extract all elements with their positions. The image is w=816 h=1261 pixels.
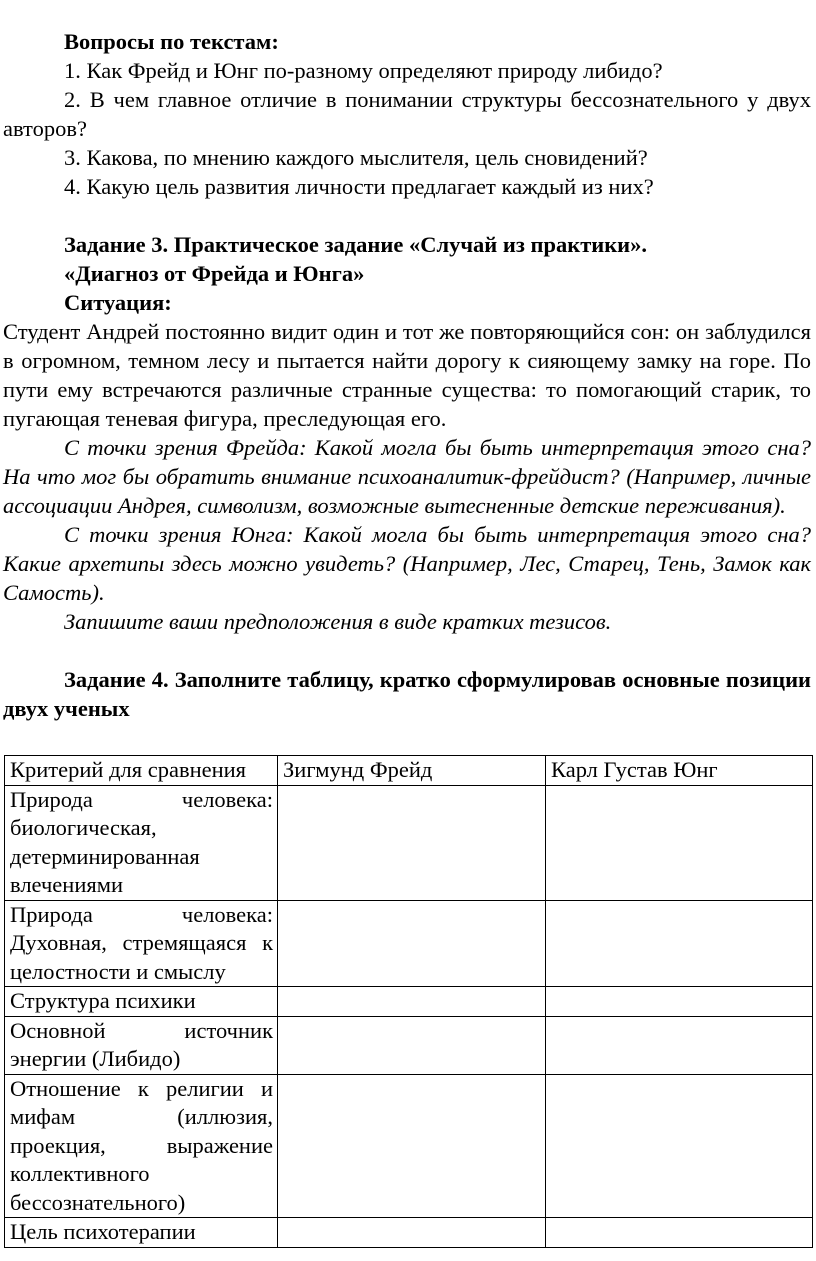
questions-heading: Вопросы по текстам: (64, 29, 279, 54)
jung-view: С точки зрения Юнга: Какой могла бы быть интерпретация этого сна? Какие архетипы здесь можно увидеть? (Например, Лес, Старец, Тень, Замок как Самость). (3, 522, 811, 605)
question-2: 2. В чем главное отличие в понимании структуры бессознательного у двух авторов? (3, 87, 811, 141)
table-row (5, 1218, 813, 1248)
header-criterion: Критерий для сравнения (5, 756, 278, 786)
criterion-cell: Основной источник энергии (Либидо) (5, 1016, 278, 1074)
freud-cell[interactable] (278, 900, 546, 987)
criterion-cell: Структура психики (5, 987, 278, 1017)
table-row (5, 1016, 813, 1074)
comparison-table (4, 755, 813, 1248)
document-page (3, 27, 811, 723)
question-4: 4. Какую цель развития личности предлагает каждый из них? (64, 174, 654, 199)
task3-title-line2: «Диагноз от Фрейда и Юнга» (64, 261, 365, 286)
spacer (3, 636, 811, 665)
freud-cell[interactable] (278, 1218, 546, 1248)
header-freud: Зигмунд Фрейд (278, 756, 546, 786)
table-row (5, 1074, 813, 1218)
jung-cell[interactable] (546, 1016, 813, 1074)
jung-cell[interactable] (546, 1218, 813, 1248)
table-row (5, 987, 813, 1017)
freud-view: С точки зрения Фрейда: Какой могла бы быть интерпретация этого сна? На что мог бы обратить внимание психоаналитик-фрейдист? (Например, личные ассоциации Андрея, символизм, возможные вытесненные детские переживания). (3, 435, 811, 518)
table-row (5, 900, 813, 987)
question-3: 3. Какова, по мнению каждого мыслителя, цель сновидений? (64, 145, 648, 170)
jung-cell[interactable] (546, 900, 813, 987)
jung-cell[interactable] (546, 987, 813, 1017)
freud-cell[interactable] (278, 987, 546, 1017)
question-1: 1. Как Фрейд и Юнг по-разному определяют природу либидо? (64, 58, 663, 83)
situation-label: Ситуация: (64, 290, 172, 315)
criterion-cell: Природа человека: Духовная, стремящаяся к целостности и смыслу (5, 900, 278, 987)
freud-cell[interactable] (278, 1074, 546, 1218)
freud-cell[interactable] (278, 1016, 546, 1074)
situation-text: Студент Андрей постоянно видит один и тот же повторяющийся сон: он заблудился в огромном, темном лесу и пытается найти дорогу к сияющему замку на горе. По пути ему встречаются различные странные существа: то помогающий старик, то пугающая теневая фигура, преследующая его. (3, 319, 811, 431)
header-jung: Карл Густав Юнг (546, 756, 813, 786)
table-row (5, 785, 813, 900)
jung-cell[interactable] (546, 1074, 813, 1218)
criterion-cell: Отношение к религии и мифам (иллюзия, проекция, выражение коллективного бессознательного) (5, 1074, 278, 1218)
table-header-row (5, 756, 813, 786)
criterion-cell: Цель психотерапии (5, 1218, 278, 1248)
spacer (3, 201, 811, 230)
jung-cell[interactable] (546, 785, 813, 900)
criterion-cell: Природа человека: биологическая, детерминированная влечениями (5, 785, 278, 900)
task3-instruction: Запишите ваши предположения в виде кратких тезисов. (64, 609, 612, 634)
freud-cell[interactable] (278, 785, 546, 900)
task4-title: Задание 4. Заполните таблицу, кратко сформулировав основные позиции двух ученых (3, 667, 811, 721)
task3-title-line1: Задание 3. Практическое задание «Случай из практики». (64, 232, 648, 257)
